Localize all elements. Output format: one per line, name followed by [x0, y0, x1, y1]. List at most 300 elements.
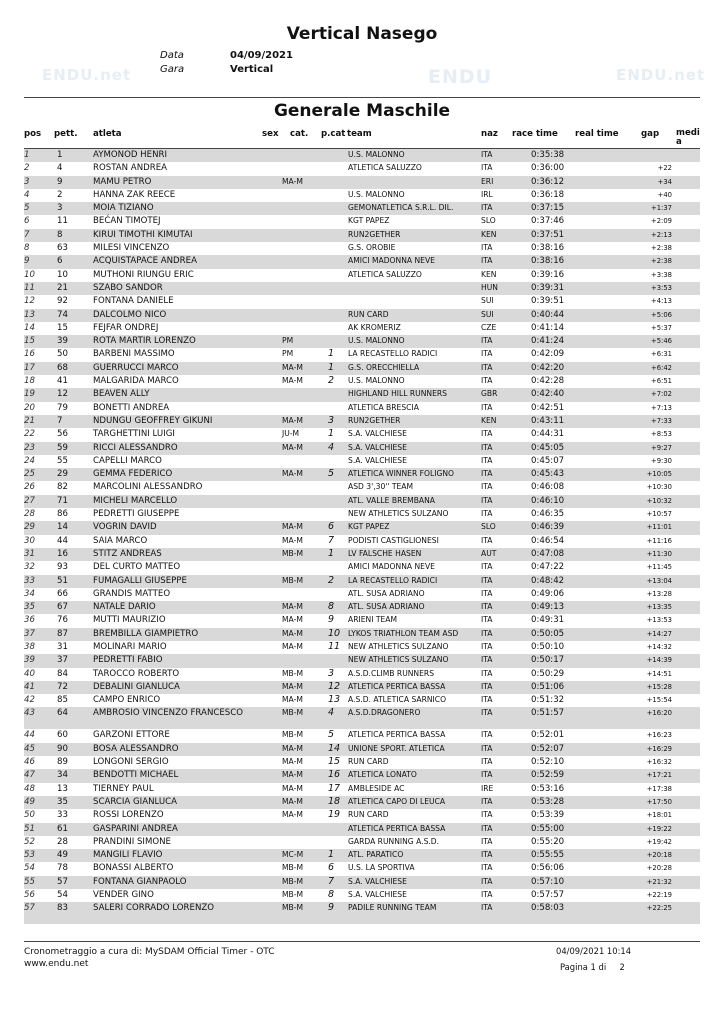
cell-gap: +1:37 — [651, 204, 672, 213]
cell-atleta: MANGILI FLAVIO — [93, 850, 163, 861]
table-row — [24, 588, 700, 601]
cell-time: 0:40:44 — [531, 309, 565, 320]
cell-pcat: 1 — [328, 849, 335, 861]
cell-pett: 74 — [57, 309, 68, 320]
cell-team: LA RECASTELLO RADICI — [348, 575, 438, 585]
cell-pos: 55 — [24, 876, 35, 887]
cell-gap: +9:27 — [651, 443, 672, 452]
cell-atleta: TIERNEY PAUL — [93, 783, 154, 794]
cell-cat: MB-M — [282, 863, 304, 873]
cell-team: U.S. MALONNO — [348, 150, 405, 159]
cell-pos: 19 — [24, 389, 35, 400]
cell-pett: 63 — [57, 243, 68, 254]
cell-team: NEW ATHLETICS SULZANO — [348, 655, 449, 665]
cell-pos: 50 — [24, 810, 35, 821]
cell-naz: ITA — [481, 402, 493, 412]
cell-cat: PM — [282, 349, 294, 359]
cell-pos: 54 — [24, 863, 35, 874]
cell-pcat: 18 — [328, 795, 341, 807]
cell-pos: 28 — [24, 509, 35, 520]
cell-atleta: HANNA ZAK REECE — [93, 189, 176, 200]
cell-gap: +14:39 — [646, 656, 672, 665]
table-row — [24, 601, 700, 614]
cell-gap: +6:42 — [651, 363, 672, 372]
race-label: Gara — [160, 64, 185, 75]
col-pcat: p.cat — [321, 129, 346, 139]
cell-cat: PM — [282, 336, 294, 346]
cell-time: 0:37:15 — [531, 203, 565, 214]
date-value: 04/09/2021 — [230, 50, 293, 61]
cell-pett: 84 — [57, 668, 68, 679]
cell-team: ATL. SUSA ADRIANO — [348, 602, 425, 612]
cell-team: AK KROMERIZ — [348, 322, 401, 332]
cell-time: 0:46:10 — [531, 495, 565, 506]
cell-gap: +10:30 — [646, 483, 672, 492]
table-row — [24, 783, 700, 796]
cell-pett: 85 — [57, 695, 68, 706]
cell-pos: 4 — [24, 189, 30, 200]
cell-pos: 13 — [24, 309, 35, 320]
watermark: ENDU — [428, 66, 493, 88]
cell-time: 0:52:07 — [531, 743, 565, 754]
cell-pcat: 8 — [328, 601, 335, 613]
cell-cat: MA-M — [282, 362, 303, 372]
cell-naz: ITA — [481, 681, 493, 691]
cell-pos: 52 — [24, 836, 35, 847]
cell-pcat: 3 — [328, 414, 335, 426]
top-rule — [24, 97, 700, 98]
cell-naz: KEN — [481, 229, 497, 239]
table-row — [24, 796, 700, 809]
cell-cat: MB-M — [282, 668, 304, 678]
cell-pcat: 8 — [328, 889, 335, 901]
cell-atleta: BONASSI ALBERTO — [93, 863, 174, 874]
col-sex: sex — [262, 129, 279, 139]
cell-atleta: SZABO SANDOR — [93, 282, 163, 293]
cell-atleta: ROSTAN ANDREA — [93, 163, 168, 174]
cell-pos: 23 — [24, 442, 35, 453]
cell-pett: 44 — [57, 535, 68, 546]
table-row — [24, 694, 700, 707]
cell-pcat: 5 — [328, 468, 335, 480]
col-atleta: atleta — [93, 129, 122, 139]
cell-pett: 34 — [57, 770, 68, 781]
cell-pcat: 5 — [328, 729, 335, 741]
cell-pos: 46 — [24, 757, 35, 768]
cell-gap: +15:28 — [646, 682, 672, 691]
cell-gap: +5:46 — [651, 337, 672, 346]
table-row — [24, 756, 700, 769]
cell-time: 0:45:05 — [531, 442, 565, 453]
cell-pett: 60 — [57, 730, 68, 741]
cell-naz: ITA — [481, 376, 493, 386]
results-table — [24, 149, 700, 924]
cell-pett: 83 — [57, 903, 68, 914]
cell-cat: MA-M — [282, 695, 303, 705]
cell-gap: +6:31 — [651, 350, 672, 359]
cell-team: ATLETICA SALUZZO — [348, 163, 422, 173]
table-row — [24, 269, 700, 282]
cell-atleta: NDUNGU GEOFFREY GIKUNI — [93, 415, 213, 426]
cell-atleta: SCARCIA GIANLUCA — [93, 796, 178, 807]
cell-team: AMICI MADONNA NEVE — [348, 256, 435, 266]
cell-team: S.A. VALCHIESE — [348, 455, 407, 465]
cell-gap: +19:42 — [646, 837, 672, 846]
table-row — [24, 862, 700, 875]
cell-time: 0:49:31 — [531, 615, 565, 626]
cell-atleta: SAIA MARCO — [93, 535, 148, 546]
cell-pcat: 13 — [328, 694, 341, 706]
table-row — [24, 876, 700, 889]
cell-pos: 38 — [24, 641, 35, 652]
cell-atleta: MILESI VINCENZO — [93, 243, 170, 254]
cell-pcat: 2 — [328, 574, 335, 586]
cell-time: 0:43:11 — [531, 415, 565, 426]
cell-gap: +13:35 — [646, 603, 672, 612]
cell-pos: 51 — [24, 823, 35, 834]
table-row — [24, 521, 700, 534]
cell-pett: 66 — [57, 588, 68, 599]
cell-pos: 57 — [24, 903, 35, 914]
cell-team: NEW ATHLETICS SULZANO — [348, 641, 449, 651]
table-row — [24, 335, 700, 348]
cell-time: 0:39:16 — [531, 269, 565, 280]
date-label: Data — [160, 50, 184, 61]
cell-pett: 50 — [57, 349, 68, 360]
cell-time: 0:56:06 — [531, 863, 565, 874]
cell-pett: 6 — [57, 256, 63, 267]
cell-pos: 22 — [24, 429, 35, 440]
table-row — [24, 902, 700, 924]
cell-naz: ITA — [481, 810, 493, 820]
cell-gap: +22:19 — [646, 891, 672, 900]
website-link[interactable]: www.endu.net — [24, 959, 89, 969]
cell-pett: 61 — [57, 823, 68, 834]
cell-pos: 37 — [24, 628, 35, 639]
cell-cat: MA-M — [282, 681, 303, 691]
table-row — [24, 442, 700, 455]
timing-credit: Cronometraggio a cura di: MySDAM Official Timer - OTC — [24, 947, 275, 957]
cell-team: A.S.D.CLIMB RUNNERS — [348, 668, 435, 678]
cell-naz: ITA — [481, 509, 493, 519]
cell-pos: 15 — [24, 336, 35, 347]
cell-atleta: ACQUISTAPACE ANDREA — [93, 256, 197, 267]
cell-time: 0:55:00 — [531, 823, 565, 834]
cell-team: GARDA RUNNING A.S.D. — [348, 836, 440, 846]
cell-pos: 14 — [24, 322, 35, 333]
table-row — [24, 322, 700, 335]
cell-atleta: NATALE DARIO — [93, 602, 156, 613]
cell-gap: +11:30 — [646, 549, 672, 558]
cell-cat: MA-M — [282, 522, 303, 532]
cell-gap: +19:22 — [646, 824, 672, 833]
cell-team: ATLETICA CAPO DI LEUCA — [348, 796, 446, 806]
cell-pcat: 10 — [328, 627, 341, 639]
cell-pett: 14 — [57, 522, 68, 533]
cell-atleta: VENDER GINO — [93, 890, 154, 901]
cell-pett: 55 — [57, 455, 68, 466]
cell-time: 0:55:20 — [531, 836, 565, 847]
cell-team: S.A. VALCHIESE — [348, 876, 407, 886]
cell-team: LYKOS TRIATHLON TEAM ASD — [348, 628, 459, 638]
table-row — [24, 641, 700, 654]
cell-time: 0:52:59 — [531, 770, 565, 781]
cell-cat: MA-M — [282, 796, 303, 806]
cell-atleta: LONGONI SERGIO — [93, 757, 169, 768]
table-row — [24, 628, 700, 641]
cell-time: 0:50:05 — [531, 628, 565, 639]
cell-pett: 87 — [57, 628, 68, 639]
cell-team: ATLETICA LONATO — [348, 770, 417, 780]
race-value: Vertical — [230, 64, 274, 75]
cell-gap: +22 — [657, 164, 672, 173]
table-row — [24, 348, 700, 361]
cell-pos: 41 — [24, 681, 35, 692]
cell-team: G.S. OROBIE — [348, 243, 396, 253]
cell-pett: 93 — [57, 562, 68, 573]
cell-pett: 4 — [57, 163, 63, 174]
cell-team: ATLETICA PERTICA BASSA — [348, 730, 446, 740]
footer-rule — [24, 941, 700, 942]
cell-team: U.S. LA SPORTIVA — [348, 863, 415, 873]
cell-naz: ITA — [481, 602, 493, 612]
cell-gap: +20:28 — [646, 864, 672, 873]
table-row — [24, 836, 700, 849]
cell-gap: +21:32 — [646, 877, 672, 886]
cell-naz: ITA — [481, 429, 493, 439]
table-row — [24, 729, 700, 742]
cell-atleta: GUERRUCCI MARCO — [93, 362, 179, 373]
cell-naz: ITA — [481, 362, 493, 372]
cell-naz: ITA — [481, 455, 493, 465]
cell-cat: MA-M — [282, 415, 303, 425]
cell-naz: SUI — [481, 309, 494, 319]
cell-naz: ITA — [481, 203, 493, 213]
col-team: team — [347, 129, 372, 139]
cell-pett: 41 — [57, 376, 68, 387]
cell-gap: +2:09 — [651, 217, 672, 226]
cell-atleta: AYMONOD HENRI — [93, 150, 168, 160]
cell-pos: 27 — [24, 495, 35, 506]
cell-time: 0:58:03 — [531, 903, 565, 914]
table-row — [24, 428, 700, 441]
cell-naz: ITA — [481, 890, 493, 900]
cell-gap: +5:06 — [651, 310, 672, 319]
cell-time: 0:57:57 — [531, 890, 565, 901]
cell-atleta: BENDOTTI MICHAEL — [93, 770, 179, 781]
cell-naz: SLO — [481, 216, 496, 226]
cell-pos: 53 — [24, 850, 35, 861]
cell-pett: 57 — [57, 876, 68, 887]
cell-team: S.A. VALCHIESE — [348, 429, 407, 439]
cell-time: 0:45:43 — [531, 469, 565, 480]
table-row — [24, 481, 700, 494]
table-row — [24, 215, 700, 228]
cell-naz: ITA — [481, 770, 493, 780]
cell-pett: 16 — [57, 548, 68, 559]
cell-atleta: DEBALINI GIANLUCA — [93, 681, 180, 692]
cell-atleta: GEMMA FEDERICO — [93, 469, 173, 480]
table-row — [24, 295, 700, 308]
cell-naz: ITA — [481, 757, 493, 767]
cell-pos: 9 — [24, 256, 30, 267]
cell-atleta: TARGHETTINI LUIGI — [93, 429, 175, 440]
cell-pett: 35 — [57, 796, 68, 807]
cell-gap: +10:05 — [646, 470, 672, 479]
cell-gap: +13:28 — [646, 589, 672, 598]
cell-team: PADILE RUNNING TEAM — [348, 903, 437, 913]
col-pos: pos — [24, 129, 42, 139]
cell-pett: 31 — [57, 641, 68, 652]
cell-pett: 33 — [57, 810, 68, 821]
cell-atleta: ROTA MARTIR LORENZO — [93, 336, 196, 347]
cell-pett: 12 — [57, 389, 68, 400]
cell-time: 0:36:00 — [531, 163, 565, 174]
cell-gap: +16:32 — [646, 758, 672, 767]
cell-gap: +14:32 — [646, 642, 672, 651]
cell-gap: +6:51 — [651, 377, 672, 386]
cell-pcat: 9 — [328, 614, 335, 626]
cell-time: 0:36:12 — [531, 176, 565, 187]
cell-team: KGT PAPEZ — [348, 216, 390, 226]
cell-pos: 47 — [24, 770, 35, 781]
cell-pett: 78 — [57, 863, 68, 874]
cell-cat: MA-M — [282, 469, 303, 479]
cell-atleta: MUTHONI RIUNGU ERIC — [93, 269, 194, 280]
cell-pcat: 1 — [328, 361, 335, 373]
cell-cat: MA-M — [282, 376, 303, 386]
cell-gap: +3:38 — [651, 270, 672, 279]
cell-pos: 11 — [24, 282, 35, 293]
cell-naz: ITA — [481, 163, 493, 173]
cell-team: A.S.D. ATLETICA SARNICO — [348, 695, 447, 705]
cell-time: 0:41:24 — [531, 336, 565, 347]
cell-pos: 10 — [24, 269, 35, 280]
cell-pos: 18 — [24, 376, 35, 387]
table-row — [24, 362, 700, 375]
cell-pos: 49 — [24, 796, 35, 807]
cell-gap: +17:50 — [646, 797, 672, 806]
cell-naz: ITA — [481, 535, 493, 545]
cell-atleta: GARZONI ETTORE — [93, 730, 170, 741]
cell-atleta: TAROCCO ROBERTO — [93, 668, 180, 679]
cell-gap: +11:16 — [646, 536, 672, 545]
cell-cat: MB-M — [282, 730, 304, 740]
cell-team: AMBLESIDE AC — [348, 783, 405, 793]
cell-team: AMICI MADONNA NEVE — [348, 562, 435, 572]
cell-atleta: MARCOLINI ALESSANDRO — [93, 482, 203, 493]
cell-team: KGT PAPEZ — [348, 522, 390, 532]
cell-time: 0:37:46 — [531, 216, 565, 227]
cell-time: 0:47:22 — [531, 562, 565, 573]
cell-gap: +20:18 — [646, 851, 672, 860]
cell-team: HIGHLAND HILL RUNNERS — [348, 389, 448, 399]
cell-team: A.S.D.DRAGONERO — [348, 708, 421, 718]
cell-team: S.A. VALCHIESE — [348, 442, 407, 452]
cell-time: 0:52:01 — [531, 730, 565, 741]
cell-atleta: MALGARIDA MARCO — [93, 376, 179, 387]
cell-naz: ITA — [481, 256, 493, 266]
cell-pett: 11 — [57, 216, 68, 227]
cell-team: ATL. SUSA ADRIANO — [348, 588, 425, 598]
table-row — [24, 668, 700, 681]
cell-cat: MA-M — [282, 743, 303, 753]
cell-pos: 6 — [24, 216, 30, 227]
cell-time: 0:49:13 — [531, 602, 565, 613]
print-timestamp: 04/09/2021 10:14 — [556, 946, 632, 956]
cell-naz: SLO — [481, 522, 496, 532]
table-row — [24, 189, 700, 202]
cell-naz: AUT — [481, 548, 497, 558]
cell-pos: 3 — [24, 176, 30, 187]
cell-atleta: MOLINARI MARIO — [93, 641, 167, 652]
cell-gap: +7:33 — [651, 416, 672, 425]
cell-team: RUN CARD — [348, 810, 389, 820]
cell-gap: +16:20 — [646, 709, 672, 718]
cell-naz: CZE — [481, 322, 497, 332]
cell-time: 0:42:28 — [531, 376, 565, 387]
cell-pcat: 4 — [328, 707, 335, 719]
cell-gap: +3:53 — [651, 283, 672, 292]
table-row — [24, 495, 700, 508]
cell-atleta: CAPELLI MARCO — [93, 455, 162, 466]
cell-pcat: 4 — [328, 441, 335, 453]
page-indicator: Pagina 1 di 2 — [560, 962, 625, 972]
cell-pos: 29 — [24, 522, 35, 533]
cell-team: ATLETICA PERTICA BASSA — [348, 823, 446, 833]
cell-time: 0:49:06 — [531, 588, 565, 599]
cell-atleta: CAMPO ENRICO — [93, 695, 161, 706]
cell-gap: +22:25 — [646, 904, 672, 913]
cell-naz: GBR — [481, 389, 498, 399]
col-cat: cat. — [290, 129, 309, 139]
cell-pcat: 9 — [328, 902, 335, 914]
cell-team: RUN CARD — [348, 309, 389, 319]
table-row — [24, 823, 700, 836]
cell-time: 0:44:31 — [531, 429, 565, 440]
cell-pett: 90 — [57, 743, 68, 754]
footer-left — [24, 946, 275, 970]
cell-atleta: BREMBILLA GIAMPIETRO — [93, 628, 199, 639]
cell-atleta: GRANDIS MATTEO — [93, 588, 171, 599]
cell-cat: MA-M — [282, 783, 303, 793]
cell-naz: ITA — [481, 482, 493, 492]
cell-pos: 32 — [24, 562, 35, 573]
cell-naz: ITA — [481, 695, 493, 705]
cell-atleta: BOSA ALESSANDRO — [93, 743, 179, 754]
watermark: ENDU.net — [42, 66, 132, 84]
cell-cat: MA-M — [282, 535, 303, 545]
cell-atleta: AMBROSIO VINCENZO FRANCESCO — [93, 708, 244, 719]
cell-team: ATLETICA SALUZZO — [348, 269, 422, 279]
cell-pos: 34 — [24, 588, 35, 599]
cell-atleta: FEJFAR ONDREJ — [93, 322, 159, 333]
cell-naz: ITA — [481, 708, 493, 718]
cell-gap: +18:01 — [646, 811, 672, 820]
cell-time: 0:38:16 — [531, 256, 565, 267]
cell-time: 0:39:31 — [531, 282, 565, 293]
cell-pos: 44 — [24, 730, 35, 741]
cell-pos: 36 — [24, 615, 35, 626]
cell-atleta: VOGRIN DAVID — [93, 522, 157, 533]
table-row — [24, 889, 700, 902]
table-row — [24, 707, 700, 729]
cell-gap: +16:29 — [646, 744, 672, 753]
table-row — [24, 255, 700, 268]
cell-gap: +11:45 — [646, 563, 672, 572]
cell-pcat: 17 — [328, 782, 341, 794]
cell-time: 0:46:39 — [531, 522, 565, 533]
